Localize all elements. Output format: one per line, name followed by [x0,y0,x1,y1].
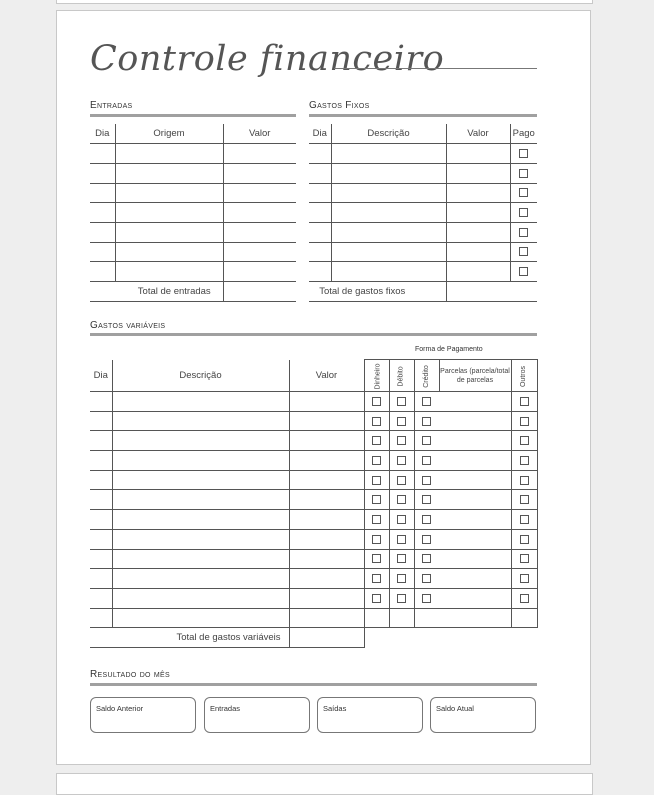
checkbox[interactable] [519,228,528,237]
pago-cell [510,262,537,282]
header-valor: Valor [289,360,364,392]
outros-cell [511,451,537,471]
checkbox[interactable] [372,436,381,445]
table-row [90,490,537,510]
header-dia: Dia [90,124,115,144]
table-row [309,144,537,164]
credito-cell [414,392,439,412]
parcelas-cell[interactable] [439,510,511,530]
checkbox[interactable] [520,574,529,583]
checkbox[interactable] [397,495,406,504]
parcelas-cell[interactable] [439,529,511,549]
header-origem: Origem [115,124,223,144]
total-gastos-fixos-label: Total de gastos fixos [309,282,446,302]
dia-cell[interactable] [90,470,112,490]
header-dia: Dia [309,124,331,144]
valor-cell[interactable] [223,144,296,164]
valor-cell[interactable] [289,510,364,530]
dinheiro-cell [364,451,389,471]
gastos-fixos-header-row [309,124,537,144]
resultado-section-title: Resultado do mês [90,669,170,680]
parcelas-cell[interactable] [439,588,511,608]
header-pago: Pago [510,124,537,144]
dia-cell[interactable] [90,569,112,589]
dia-cell[interactable] [90,242,115,262]
header-parcelas [439,360,511,392]
descricao-cell[interactable] [331,262,446,282]
saldo-atual-box[interactable] [430,697,536,733]
checkbox[interactable] [372,397,381,406]
dia-cell[interactable] [90,529,112,549]
saldo-anterior-box[interactable] [90,697,196,733]
checkbox[interactable] [520,456,529,465]
table-row [309,262,537,282]
descricao-cell[interactable] [112,569,289,589]
saidas-box[interactable] [317,697,423,733]
checkbox[interactable] [372,515,381,524]
dia-cell[interactable] [309,242,331,262]
valor-cell[interactable] [223,242,296,262]
debito-cell [389,569,414,589]
title-underline [334,68,537,69]
outros-cell [511,608,537,628]
dia-cell[interactable] [90,588,112,608]
dia-cell[interactable] [90,451,112,471]
checkbox[interactable] [372,476,381,485]
valor-cell[interactable] [446,144,510,164]
table-row [90,569,537,589]
table-row [90,451,537,471]
descricao-cell[interactable] [112,490,289,510]
outros-cell [511,411,537,431]
origem-cell[interactable] [115,203,223,223]
descricao-cell[interactable] [331,183,446,203]
header-dinheiro [364,360,389,392]
table-row [90,203,296,223]
dinheiro-cell [364,470,389,490]
checkbox[interactable] [372,574,381,583]
gastos-fixos-total-row [309,282,537,302]
header-debito-label: Débito [397,366,405,387]
dinheiro-cell [364,588,389,608]
valor-cell[interactable] [446,183,510,203]
checkbox[interactable] [372,594,381,603]
table-row [90,144,296,164]
saldo-atual-label: Saldo Atual [436,704,474,713]
debito-cell [389,392,414,412]
checkbox[interactable] [372,554,381,563]
descricao-cell[interactable] [112,451,289,471]
resultado-section-rule [90,683,537,686]
entradas-total-row [90,282,296,302]
table-row [90,608,537,628]
valor-cell[interactable] [446,163,510,183]
header-dinheiro-label: Dinheiro [374,363,382,390]
checkbox[interactable] [519,149,528,158]
descricao-cell[interactable] [112,470,289,490]
checkbox[interactable] [422,417,431,426]
table-row [90,470,537,490]
valor-cell[interactable] [223,163,296,183]
descricao-cell[interactable] [331,242,446,262]
dinheiro-cell [364,411,389,431]
header-outros [511,360,537,392]
table-row [90,549,537,569]
header-valor: Valor [446,124,510,144]
debito-cell [389,431,414,451]
checkbox[interactable] [397,554,406,563]
descricao-cell[interactable] [112,529,289,549]
table-row [309,203,537,223]
gastos-variaveis-section-title: Gastos variáveis [90,320,166,331]
checkbox[interactable] [422,495,431,504]
descricao-cell[interactable] [112,549,289,569]
origem-cell[interactable] [115,222,223,242]
origem-cell[interactable] [115,262,223,282]
pago-cell [510,242,537,262]
credito-cell [414,529,439,549]
entradas-section-rule [90,114,296,117]
origem-cell[interactable] [115,163,223,183]
dia-cell[interactable] [90,608,112,628]
valor-cell[interactable] [446,203,510,223]
pago-cell [510,183,537,203]
valor-cell[interactable] [289,411,364,431]
dia-cell[interactable] [90,431,112,451]
debito-cell [389,451,414,471]
outros-cell [511,470,537,490]
debito-cell [389,529,414,549]
checkbox[interactable] [422,515,431,524]
pago-cell [510,163,537,183]
checkbox[interactable] [397,594,406,603]
dinheiro-cell [364,510,389,530]
credito-cell [414,451,439,471]
checkbox[interactable] [519,188,528,197]
checkbox[interactable] [520,535,529,544]
checkbox[interactable] [397,436,406,445]
parcelas-cell[interactable] [439,608,511,628]
dia-cell[interactable] [90,222,115,242]
valor-cell[interactable] [289,588,364,608]
gastos-variaveis-table [90,359,538,648]
next-page-edge [56,773,593,795]
header-dia: Dia [90,360,112,392]
header-credito-label: Crédito [422,365,430,388]
credito-cell [414,510,439,530]
total-gastos-fixos-value[interactable] [446,282,537,302]
debito-cell [389,608,414,628]
dia-cell[interactable] [90,203,115,223]
header-descricao: Descrição [112,360,289,392]
empty-cell [364,628,537,648]
checkbox[interactable] [397,574,406,583]
outros-cell [511,392,537,412]
credito-cell [414,608,439,628]
table-row [90,529,537,549]
parcelas-cell[interactable] [439,411,511,431]
descricao-cell[interactable] [112,588,289,608]
checkbox[interactable] [422,574,431,583]
checkbox[interactable] [519,169,528,178]
checkbox[interactable] [422,476,431,485]
dia-cell[interactable] [90,262,115,282]
checkbox[interactable] [397,515,406,524]
gastos-fixos-section-rule [309,114,537,117]
descricao-cell[interactable] [331,222,446,242]
table-row [90,262,296,282]
credito-cell [414,490,439,510]
debito-cell [389,490,414,510]
dia-cell[interactable] [90,392,112,412]
table-row [90,242,296,262]
outros-cell [511,569,537,589]
debito-cell [389,411,414,431]
outros-cell [511,431,537,451]
table-row [90,510,537,530]
header-parcelas-label: Parcelas (parcela/total de parcelas [440,367,510,384]
gastos-variaveis-header-row [90,360,537,392]
checkbox[interactable] [422,535,431,544]
checkbox[interactable] [520,417,529,426]
dia-cell[interactable] [309,222,331,242]
valor-cell[interactable] [289,529,364,549]
parcelas-cell[interactable] [439,470,511,490]
valor-cell[interactable] [446,242,510,262]
table-row [309,222,537,242]
dia-cell[interactable] [90,144,115,164]
debito-cell [389,588,414,608]
checkbox[interactable] [422,436,431,445]
checkbox[interactable] [520,436,529,445]
origem-cell[interactable] [115,144,223,164]
credito-cell [414,431,439,451]
outros-cell [511,549,537,569]
parcelas-cell[interactable] [439,549,511,569]
debito-cell [389,470,414,490]
dia-cell[interactable] [90,510,112,530]
dinheiro-cell [364,529,389,549]
dia-cell[interactable] [309,262,331,282]
finance-worksheet-page [56,10,591,765]
outros-cell [511,529,537,549]
total-gastos-variaveis-value[interactable] [289,628,364,648]
outros-cell [511,588,537,608]
dia-cell[interactable] [309,144,331,164]
descricao-cell[interactable] [112,392,289,412]
checkbox[interactable] [520,397,529,406]
checkbox[interactable] [422,397,431,406]
valor-cell[interactable] [223,203,296,223]
gastos-fixos-table [309,124,537,302]
credito-cell [414,569,439,589]
entradas-table [90,124,296,302]
header-outros-label: Outros [520,365,528,388]
credito-cell [414,549,439,569]
table-row [90,431,537,451]
checkbox[interactable] [397,417,406,426]
checkbox[interactable] [397,476,406,485]
dia-cell[interactable] [309,163,331,183]
checkbox[interactable] [372,417,381,426]
dinheiro-cell [364,431,389,451]
checkbox[interactable] [372,535,381,544]
saldo-anterior-label: Saldo Anterior [96,704,144,713]
origem-cell[interactable] [115,242,223,262]
descricao-cell[interactable] [331,144,446,164]
parcelas-cell[interactable] [439,490,511,510]
credito-cell [414,470,439,490]
descricao-cell[interactable] [331,163,446,183]
checkbox[interactable] [520,554,529,563]
pago-cell [510,222,537,242]
checkbox[interactable] [372,495,381,504]
outros-cell [511,510,537,530]
dinheiro-cell [364,608,389,628]
table-row [90,392,537,412]
valor-cell[interactable] [289,608,364,628]
entradas-result-label: Entradas [210,704,241,713]
total-gastos-variaveis-label: Total de gastos variáveis [90,628,289,648]
descricao-cell[interactable] [112,431,289,451]
gastos-fixos-section-title: Gastos Fixos [309,100,370,111]
dia-cell[interactable] [90,549,112,569]
gastos-variaveis-section-rule [90,333,537,336]
dia-cell[interactable] [90,490,112,510]
parcelas-cell[interactable] [439,431,511,451]
forma-pagamento-label: Forma de Pagamento [415,346,483,353]
valor-cell[interactable] [289,392,364,412]
origem-cell[interactable] [115,183,223,203]
descricao-cell[interactable] [112,608,289,628]
table-row [309,163,537,183]
checkbox[interactable] [520,594,529,603]
checkbox[interactable] [422,594,431,603]
previous-page-edge [56,0,593,4]
valor-cell[interactable] [446,222,510,242]
pago-cell [510,144,537,164]
table-row [309,183,537,203]
valor-cell[interactable] [289,549,364,569]
entradas-result-box[interactable] [204,697,310,733]
table-row [90,411,537,431]
table-row [90,163,296,183]
dinheiro-cell [364,392,389,412]
page-title: Controle financeiro [90,39,445,79]
checkbox[interactable] [397,456,406,465]
valor-cell[interactable] [223,262,296,282]
table-row [90,183,296,203]
parcelas-cell[interactable] [439,451,511,471]
parcelas-cell[interactable] [439,569,511,589]
checkbox[interactable] [519,208,528,217]
debito-cell [389,510,414,530]
total-entradas-label: Total de entradas [90,282,223,302]
dia-cell[interactable] [309,183,331,203]
descricao-cell[interactable] [112,411,289,431]
credito-cell [414,588,439,608]
valor-cell[interactable] [223,222,296,242]
valor-cell[interactable] [289,490,364,510]
parcelas-cell[interactable] [439,392,511,412]
dia-cell[interactable] [90,163,115,183]
checkbox[interactable] [520,495,529,504]
valor-cell[interactable] [289,431,364,451]
valor-cell[interactable] [289,569,364,589]
valor-cell[interactable] [289,451,364,471]
checkbox[interactable] [422,456,431,465]
checkbox[interactable] [422,554,431,563]
pago-cell [510,203,537,223]
dia-cell[interactable] [309,203,331,223]
checkbox[interactable] [520,476,529,485]
header-valor: Valor [223,124,296,144]
credito-cell [414,411,439,431]
dinheiro-cell [364,569,389,589]
debito-cell [389,549,414,569]
checkbox[interactable] [519,247,528,256]
table-row [90,588,537,608]
checkbox[interactable] [397,397,406,406]
dia-cell[interactable] [90,183,115,203]
valor-cell[interactable] [446,262,510,282]
dinheiro-cell [364,549,389,569]
dia-cell[interactable] [90,411,112,431]
table-row [309,242,537,262]
gastos-variaveis-total-row [90,628,537,648]
valor-cell[interactable] [289,470,364,490]
header-debito [389,360,414,392]
checkbox[interactable] [372,456,381,465]
checkbox[interactable] [519,267,528,276]
header-descricao: Descrição [331,124,446,144]
valor-cell[interactable] [223,183,296,203]
descricao-cell[interactable] [112,510,289,530]
saidas-label: Saídas [323,704,347,713]
outros-cell [511,490,537,510]
total-entradas-value[interactable] [223,282,296,302]
entradas-header-row [90,124,296,144]
table-row [90,222,296,242]
checkbox[interactable] [520,515,529,524]
entradas-section-title: Entradas [90,100,133,111]
header-credito [414,360,439,392]
dinheiro-cell [364,490,389,510]
checkbox[interactable] [397,535,406,544]
descricao-cell[interactable] [331,203,446,223]
